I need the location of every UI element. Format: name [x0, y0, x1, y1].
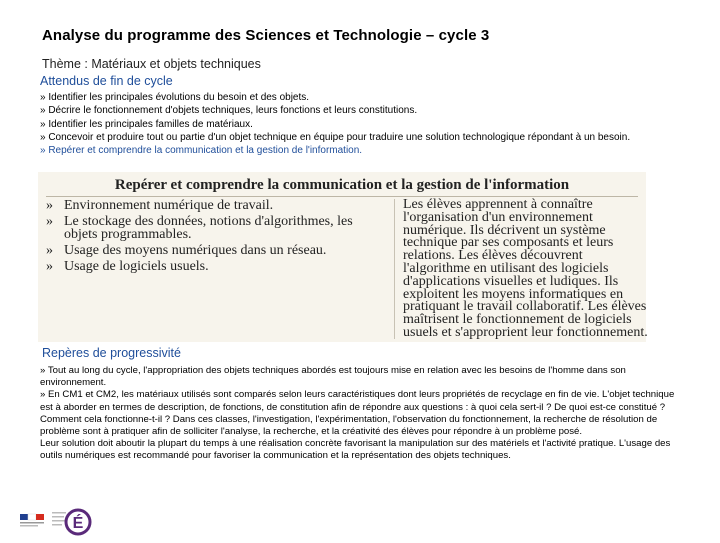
progression-paragraph: » En CM1 et CM2, les matériaux utilisés sont comparés selon leurs caractéristiques dont leurs propriétés de recyclage en fin de vie. L'objet technique est à aborder en termes de description, de fonctions, de constitution afin de répondre aux questions : à quoi cela sert-il ? De quoi est-ce constitué ? Comment cela fonctionne-t-il ? Dans ces classes, l'investigation, l'expérimentation, l'observation du fonctionnement, la recherche de résolution de problème sont à pratiquer afin de solliciter l'analyse, la recherche, et la créativité des élèves pour répondre à un problème posé. [40, 389, 675, 438]
table-left-column [46, 199, 386, 339]
ministere-education-logo [16, 506, 106, 538]
attendus-item: » Identifier les principales familles de matériaux. [40, 118, 253, 130]
table-left-item [46, 215, 386, 241]
table-left-item-text: Usage des moyens numériques dans un réseau. [64, 243, 327, 258]
table-right-column: Les élèves apprennent à connaître l'organisation d'un environnement numérique. Ils décrivent un système technique par ses composants et leurs relations. Les élèves découvrent l'algorithme en utilisant des logiciels d'applications visuelles et ludiques. Ils exploitent les moyens informatiques en pratiquant le travail collaboratif. Les élèves maîtrisent le fonctionnement de logiciels usuels et s'approprient leur fonctionnement. [394, 199, 649, 339]
progression-paragraph: Leur solution doit aboutir la plupart du temps à une réalisation concrète favorisant la manipulation sur des matériels et l'activité pratique. L'usage des outils numériques est recommandé pour favoriser la communication et la représentation des objets techniques. [40, 438, 671, 462]
bullet-glyph: » [46, 243, 53, 258]
table-left-item [46, 244, 386, 257]
attendus-item: » Repérer et comprendre la communication et la gestion de l'information. [40, 145, 363, 157]
theme-heading: Thème : Matériaux et objets techniques [42, 57, 261, 71]
table-left-item-text: Le stockage des données, notions d'algorithmes, les objets programmables. [64, 214, 353, 242]
attendus-list [40, 91, 660, 157]
table-heading: Repérer et comprendre la communication et la gestion de l'information [114, 177, 570, 193]
attendus-heading: Attendus de fin de cycle [40, 74, 173, 88]
attendus-item: » Identifier les principales évolutions du besoin et des objets. [40, 92, 310, 103]
logo-graphic [16, 506, 106, 538]
progression-paragraph: » Tout au long du cycle, l'appropriation des objets techniques abordés est toujours mise en relation avec les besoins de l'homme dans son environnement. [40, 365, 626, 389]
page-title: Analyse du programme des Sciences et Technologie – cycle 3 [42, 27, 490, 44]
bullet-glyph: » [46, 214, 53, 229]
progression-text [40, 365, 680, 463]
table-left-item-text: Environnement numérique de travail. [64, 198, 274, 213]
bullet-glyph: » [46, 259, 53, 274]
table-left-item-text: Usage de logiciels usuels. [64, 259, 209, 274]
program-table-image [38, 172, 646, 342]
bullet-glyph: » [46, 198, 53, 213]
table-left-item [46, 199, 386, 212]
table-left-item [46, 260, 386, 273]
attendus-item: » Décrire le fonctionnement d'objets techniques, leurs fonctions et leurs constitutions. [40, 105, 418, 117]
progression-heading: Repères de progressivité [42, 346, 181, 360]
attendus-item: » Concevoir et produire tout ou partie d'un objet technique en équipe pour traduire une solution technologique répondant à un besoin. [40, 131, 631, 143]
svg-text:É: É [72, 515, 84, 532]
